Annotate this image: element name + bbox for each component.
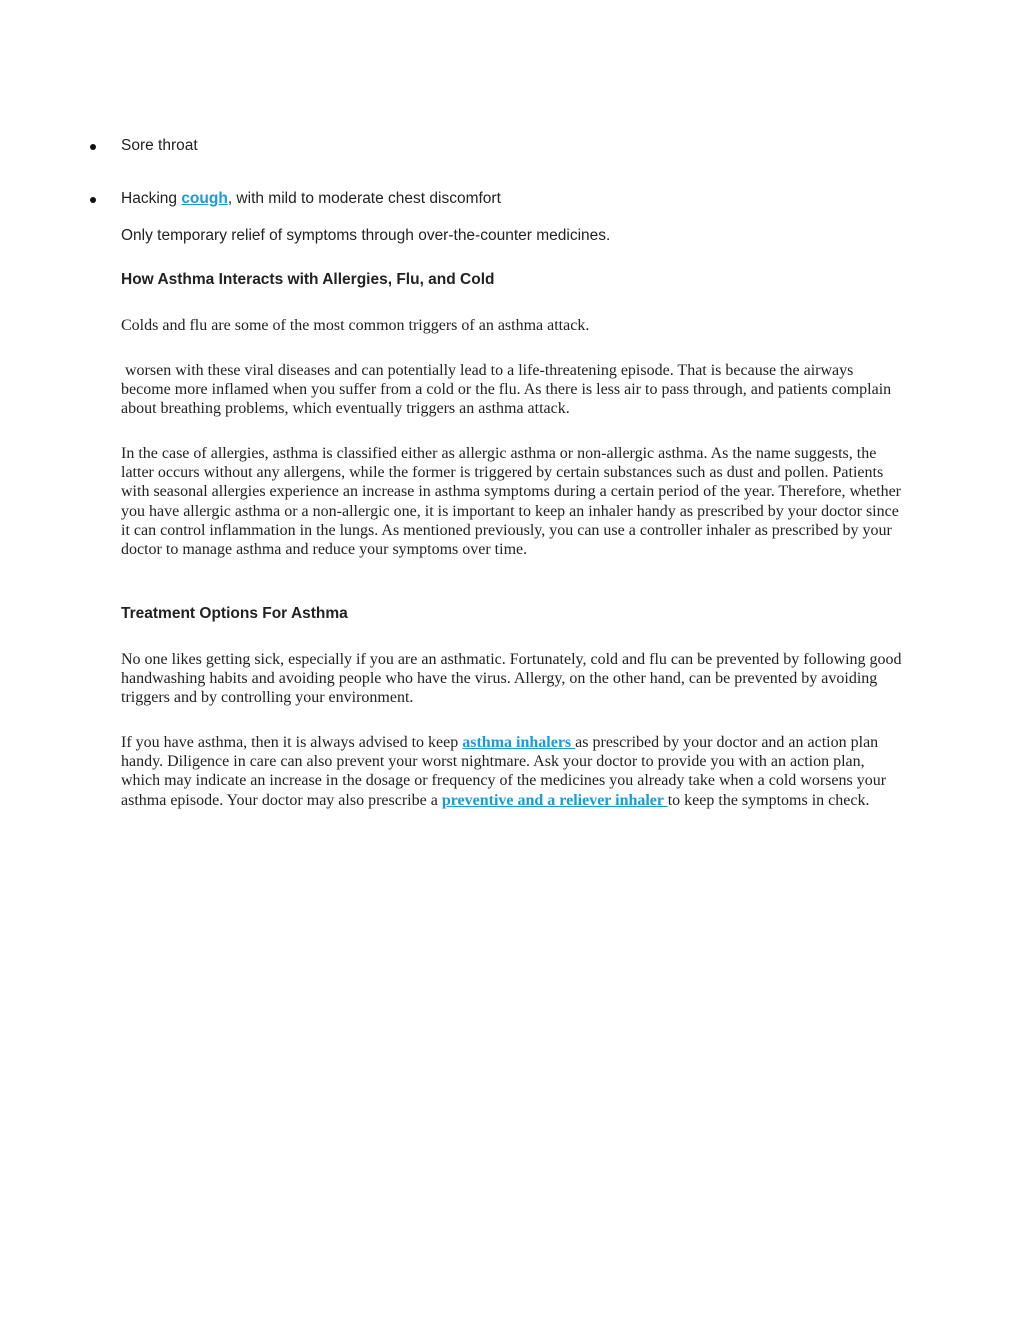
paragraph-inhalers	[121, 733, 906, 810]
paragraph-viral-diseases: worsen with these viral diseases and can potentially lead to a life-threatening episode. That is because the airways become more inflamed when you suffer from a cold or the flu. As there is less air to pass through, and patients complain about breathing problems, which eventually triggers an asthma attack.	[121, 362, 896, 418]
section-heading-treatment-options: Treatment Options For Asthma	[121, 605, 348, 622]
relief-note: Only temporary relief of symptoms through over-the-counter medicines.	[121, 227, 611, 244]
bullet-text-after: , with mild to moderate chest discomfort	[227, 190, 501, 207]
cough-link[interactable]: cough	[181, 190, 228, 207]
bullet-dot-icon	[90, 197, 96, 203]
paragraph-allergies: In the case of allergies, asthma is classified either as allergic asthma or non-allergic asthma. As the name suggests, the latter occurs without any allergens, while the former is triggered by certain substances such as dust and pollen. Patients with seasonal allergies experience an increase in asthma symptoms during a certain period of the year. Therefore, whether you have allergic asthma or a non-allergic one, it is important to keep an inhaler handy as prescribed by your doctor since it can control inflammation in the lungs. As mentioned previously, you can use a controller inhaler as prescribed by your doctor to manage asthma and reduce your symptoms over time.	[121, 445, 901, 559]
bullet-text: Sore throat	[121, 137, 198, 154]
asthma-inhalers-link[interactable]: asthma inhalers	[462, 734, 576, 751]
paragraph-prevention: No one likes getting sick, especially if you are an asthmatic. Fortunately, cold and flu can be prevented by following good handwashing habits and avoiding people who have the virus. Allergy, on the other hand, can be prevented by avoiding triggers and by controlling your environment.	[121, 651, 902, 707]
bullet-dot-icon	[90, 144, 96, 150]
section-heading-asthma-interactions: How Asthma Interacts with Allergies, Flu, and Cold	[121, 271, 495, 288]
bullet-text-before: Hacking	[121, 190, 182, 207]
paragraph-colds-flu-triggers: Colds and flu are some of the most common triggers of an asthma attack.	[121, 317, 590, 334]
inhalers-text-part2: as prescribed by your doctor and an action plan handy. Diligence in care can also prevent your worst nightmare. Ask your doctor to provide you with an action plan, which may indicate an increase in the dosage or frequency of the medicines you already take when a cold worsens your asthma episode. Your doctor may also prescribe a	[121, 734, 887, 809]
preventive-reliever-inhaler-link[interactable]: preventive and a reliever inhaler	[441, 791, 668, 809]
inhalers-text-part3: to keep the symptoms in check.	[667, 791, 870, 809]
inhalers-text-part1: If you have asthma, then it is always advised to keep	[121, 734, 463, 751]
bullet-text	[121, 190, 501, 208]
